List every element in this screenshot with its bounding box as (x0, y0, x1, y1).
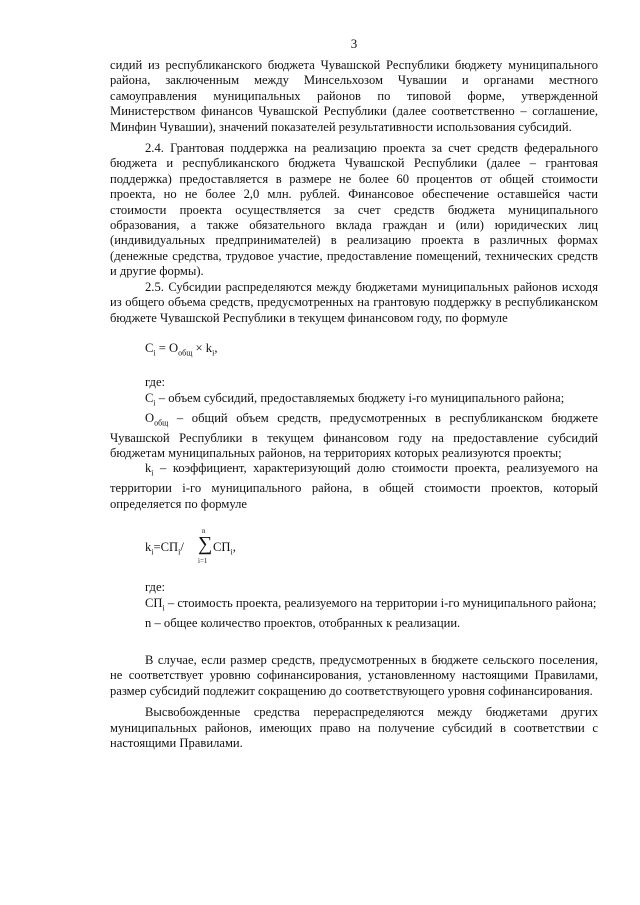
paragraph-case: В случае, если размер средств, предусмотренных в бюджете сельского поселения, не соответствует уровню софинансирования, установленному настоящими Правилами, размер субсидий подлежит сокращению до соответствующего уровня софинансирования. (110, 652, 598, 698)
sum-symbol: ∑ (198, 533, 213, 556)
where-label-1: где: (145, 375, 166, 390)
definition-k: $k_i$ – коэффициент, характеризующий долю стоимости проекта, реализуемого на территории i-го муниципального района, в общей стоимости проектов, который определяется по формуле (110, 461, 598, 511)
paragraph-2-4: 2.4. Грантовая поддержка на реализацию проекта за счет средств федерального бюджета и республиканского бюджета Чувашской Республики (далее – грантовая поддержка) предоставляется в размере не более 60 процентов от общей стоимости проекта, но не более 2,0 млн. рублей. Финансовое обеспечение оставшейся части стоимости проекта осуществляется за счет средств бюджета муниципального образования, а также обязательного вклада граждан и (или) юридических лиц (индивидуальных предпринимателей) в реализацию проекта в различных формах (денежные средства, трудовое участие, предоставление помещений, технических средств и другие формы). (110, 141, 598, 279)
formula-coefficient: $k_i=СП_i/$ n ∑ i=1 $СП_i$, (145, 527, 236, 566)
definition-c: $C_i$ – объем субсидий, предоставляемых бюджету i-го муниципального района; (145, 390, 565, 408)
paragraph-intro: сидий из республиканского бюджета Чувашской Республики бюджету муниципального района, заключенным между Минсельхозом Чувашии и органами местного самоуправления муниципальных районов по типовой форме, утвержденной Министерством финансов Чувашской Республики (далее соответственно – соглашение, Минфин Чувашии), значений показателей результативности использования субсидий. (110, 58, 598, 134)
formula-subsidy: $C_i = O_{общ} \times k_i$, (145, 340, 218, 358)
where-label-2: где: (145, 580, 166, 595)
paragraph-2-5: 2.5. Субсидии распределяются между бюджетами муниципальных районов исходя из общего объема средств, предусмотренных на грантовую поддержку в республиканском бюджете Чувашской Республики в текущем финансовом году, по формуле (110, 279, 598, 325)
page-number: 3 (350, 36, 358, 51)
paragraph-release: Высвобожденные средства перераспределяются между бюджетами других муниципальных районов, имеющих право на получение субсидий в соответствии с настоящими Правилами. (110, 705, 598, 750)
definition-n: n – общее количество проектов, отобранных к реализации. (145, 615, 461, 630)
definition-sp: $СП_i$ – стоимость проекта, реализуемого на территории i-го муниципального района; (145, 595, 597, 613)
definition-o: $O_{общ}$ – общий объем средств, предусмотренных в республиканском бюджете Чувашской Республики в текущем финансовом году на предоставление субсидий бюджетам муниципальных районов, на территориях которых реализуются проекты; (110, 410, 598, 461)
